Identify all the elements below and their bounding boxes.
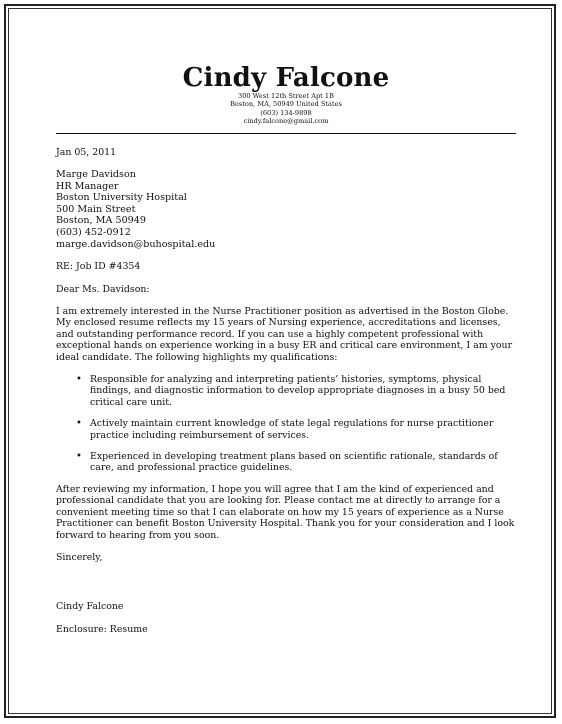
signature-name: Cindy Falcone (56, 601, 124, 613)
qualifications-list (56, 374, 516, 474)
sign-off: Sincerely, (56, 551, 103, 563)
bullet-icon: • (76, 374, 82, 386)
address-line-1: 300 West 12th Street Apt 1B (238, 92, 334, 100)
recipient-line: Boston, MA 50949 (56, 215, 146, 227)
recipient-line: 500 Main Street (56, 203, 136, 215)
qualification-text: Actively maintain current knowledge of state legal regulations for nurse practitioner practice including reimbursement of services. (90, 418, 494, 441)
phone: (603) 134-9898 (260, 108, 312, 117)
applicant-name: Cindy Falcone (182, 63, 390, 93)
bullet-icon: • (76, 451, 82, 463)
list-item (76, 418, 516, 441)
recipient-block (56, 169, 516, 250)
list-item (76, 451, 516, 474)
recipient-line: marge.davidson@buhospital.edu (56, 238, 216, 250)
address-line-2: Boston, MA, 50949 United States (230, 100, 342, 109)
closing-paragraph: After reviewing my information, I hope you will agree that I am the kind of experienced and professional candidate that you are looking for. Please contact me at directly to arrange for a convenient meeting time so that I can elaborate on how my 15 years of experience as a Nurse Practitioner can benefit Boston University Hospital. Thank you for your consideration and I look forward to hearing from you soon. (56, 483, 515, 541)
list-item (76, 374, 516, 408)
signature-space (56, 563, 516, 601)
letterhead (56, 64, 516, 126)
recipient-line: HR Manager (56, 180, 119, 192)
qualification-text: Responsible for analyzing and interpreting patients’ histories, symptoms, physical findings, and diagnostic information to develop appropriate diagnoses in a busy 50 bed critical care unit. (90, 374, 506, 408)
recipient-line: (603) 452-0912 (56, 227, 131, 238)
qualification-text: Experienced in developing treatment plans based on scientific rationale, standards of care, and professional practice guidelines. (90, 451, 498, 474)
bullet-icon: • (76, 418, 82, 430)
recipient-line: Boston University Hospital (56, 192, 187, 204)
intro-paragraph: I am extremely interested in the Nurse Practitioner position as advertised in the Boston Globe. My enclosed resume reflects my 15 years of Nursing experience, accreditations and licenses, and outstanding performance record. If you can use a highly competent professional with exceptional hands on experience working in a busy ER and critical care environment, I am your ideal candidate. The following highlights my qualifications: (56, 306, 513, 363)
cover-letter (56, 64, 516, 635)
header-divider (56, 133, 516, 134)
enclosure-note: Enclosure: Resume (56, 623, 148, 635)
email: cindy.falcone@gmail.com (243, 117, 329, 126)
letter-date: Jan 05, 2011 (56, 146, 117, 158)
salutation: Dear Ms. Davidson: (56, 283, 150, 295)
reference-line: RE: Job ID #4354 (56, 261, 141, 273)
recipient-line: Marge Davidson (56, 169, 136, 181)
